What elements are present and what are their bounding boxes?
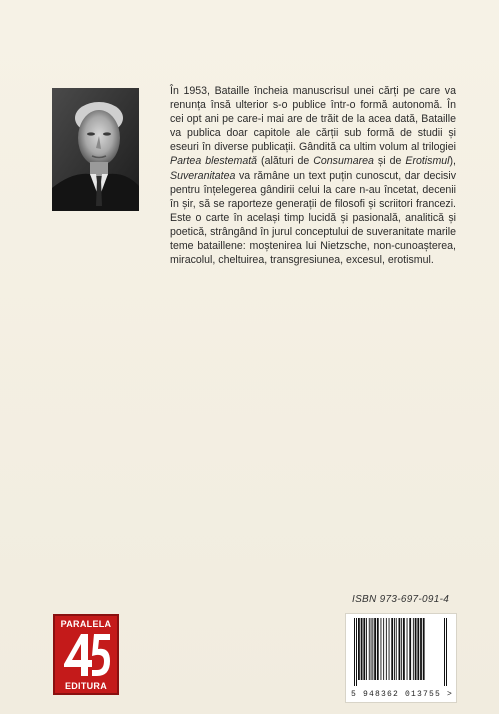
blurb-text: În 1953, Bataille încheia manuscrisul unei cărți pe care va renunța însă ulterior s-o publice într-o formă autonomă. În cei opt ani pe care-i mai are de trăit de la acea dată, Bataille va publica doar capitole ale cărții sub formă de studii și eseuri în diverse publicații. Gândită ca ultim volum al trilogiei Partea blestemată (alături de Consumarea și de Erotismul), Suveranitatea va rămâne un text puțin cunoscut, dar decisiv pentru înțelegerea gândirii celui la care n-au încetat, decenii în șir, să se raporteze generații de filosofi și scriitori francezi. Este o carte în același timp lucidă și pasională, analitică și poetică, strângând în jurul conceptului de suveranitate marile teme bataillene: moștenirea lui Nietzsche, non-cunoașterea, miracolul, cheltuirea, transgresiunea, excesul, erotismul. <box>170 85 457 267</box>
publisher-subtitle: EDITURA <box>64 681 108 691</box>
publisher-logo <box>53 614 119 695</box>
barcode-digits: 5 948362 013755 > <box>350 690 453 699</box>
isbn-label: ISBN 973-697-091-4 <box>352 594 450 605</box>
publisher-45-mark <box>61 630 111 678</box>
author-photo <box>52 88 139 211</box>
publisher-name: PARALELA <box>60 619 112 629</box>
barcode-bars <box>352 618 450 686</box>
barcode <box>345 613 457 703</box>
